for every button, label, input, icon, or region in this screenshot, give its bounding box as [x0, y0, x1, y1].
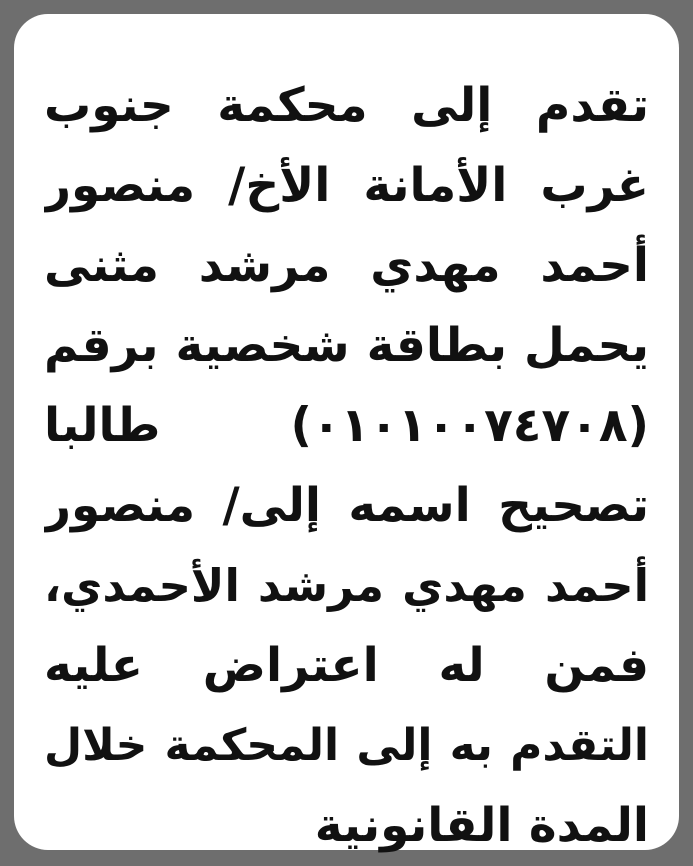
notice-line-8: فمن له اعتراض عليه	[44, 638, 649, 693]
notice-line-9: التقدم به إلى المحكمة خلال	[44, 720, 649, 771]
notice-line-1: تقدم إلى محكمة جنوب	[44, 78, 649, 133]
notice-line-4: يحمل بطاقة شخصية برقم	[44, 318, 649, 373]
notice-line-2: غرب الأمانة الأخ/ منصور	[44, 158, 649, 213]
notice-line-10: المدة القانونية	[314, 798, 649, 853]
notice-line-3: أحمد مهدي مرشد مثنى	[44, 238, 649, 293]
notice-card	[14, 14, 679, 853]
notice-line-5: (٠١٠١٠٠٧٤٧٠٨) طالبا	[44, 398, 649, 453]
notice-line-7: أحمد مهدي مرشد الأحمدي،	[44, 559, 649, 612]
notice-text	[44, 66, 649, 866]
notice-line-6: تصحيح اسمه إلى/ منصور	[44, 478, 649, 533]
